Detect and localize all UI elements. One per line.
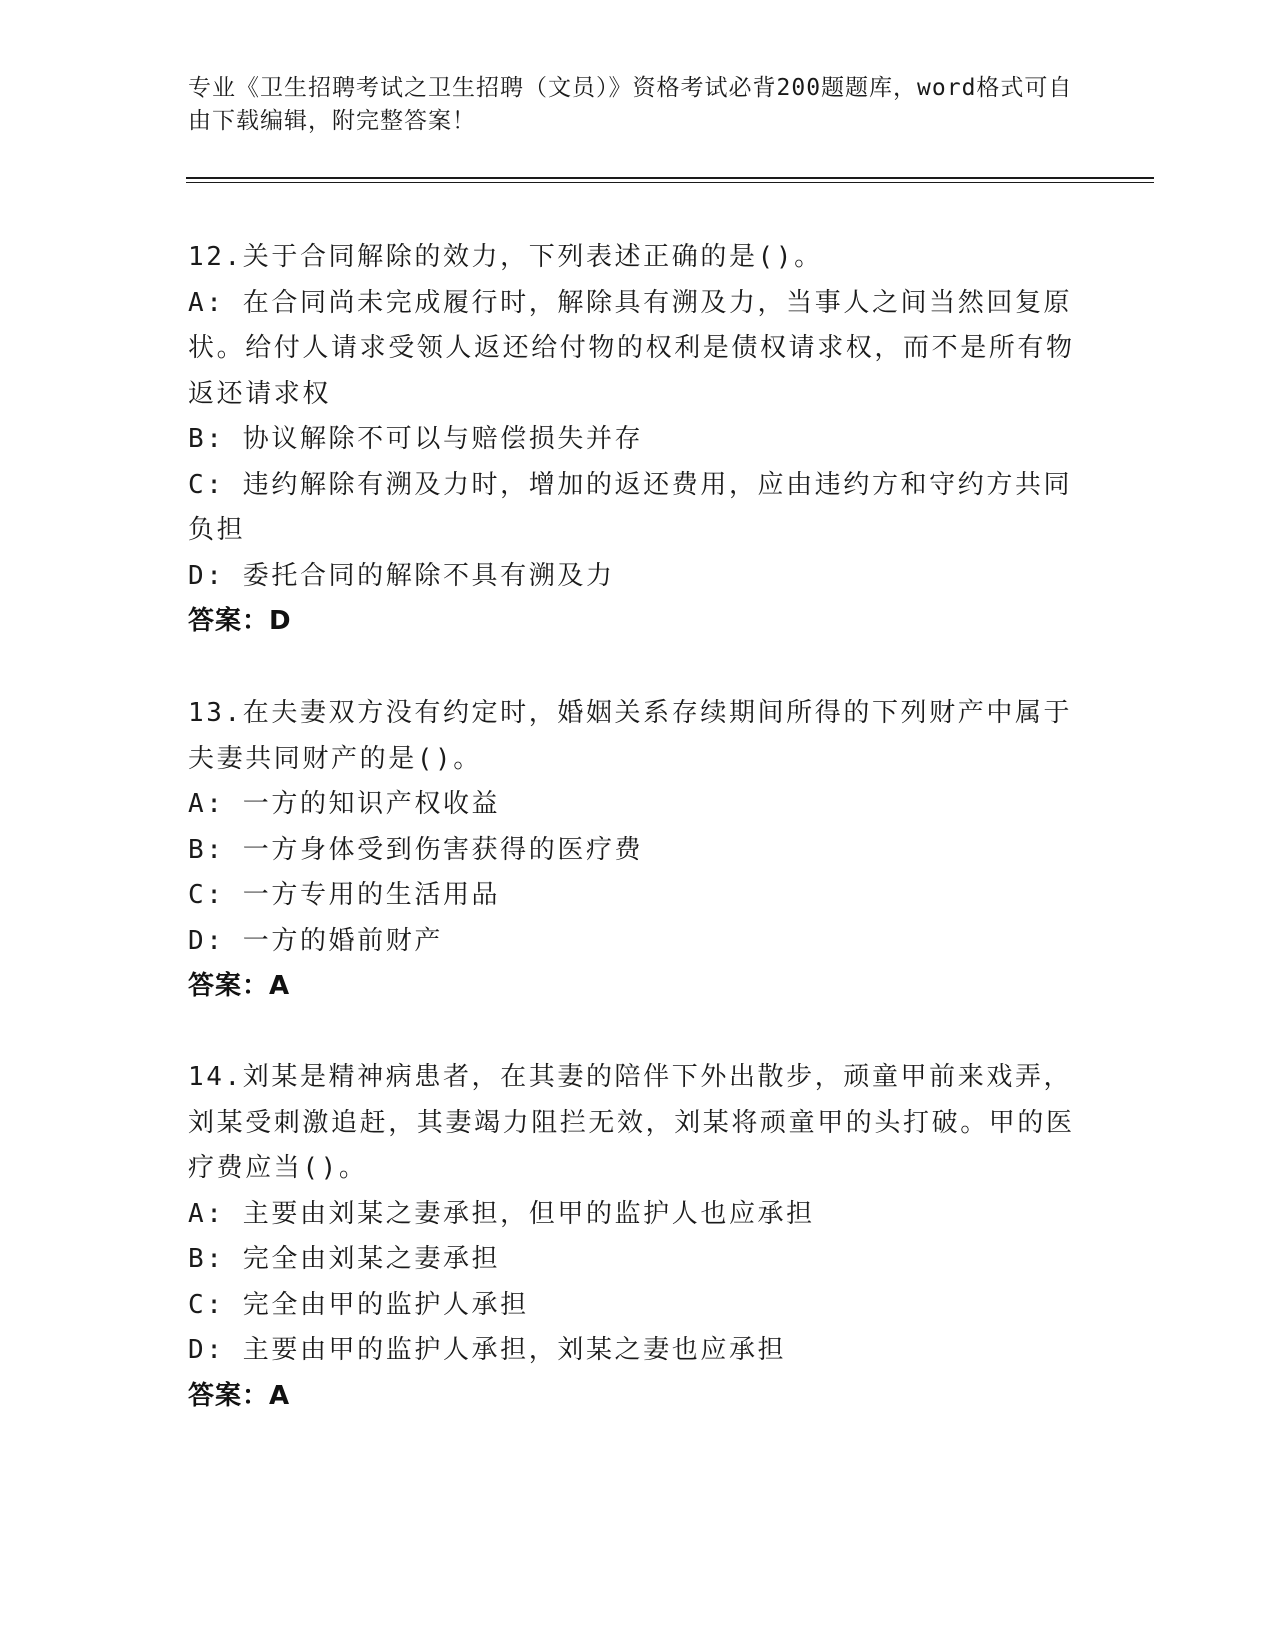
option-b: B: 一方身体受到伤害获得的医疗费 — [188, 834, 644, 865]
question-12 — [188, 235, 1088, 645]
answer-label: 答案：A — [188, 1380, 291, 1411]
question-13 — [188, 691, 1088, 1010]
option-b: B: 完全由刘某之妻承担 — [188, 1244, 501, 1274]
option-a: A: 在合同尚未完成履行时，解除具有溯及力，当事人之间当然回复原状。给付人请求受领人返还给付物的权利是债权请求权，而不是所有物返还请求权 — [188, 287, 1075, 409]
header-divider-thin — [186, 182, 1154, 183]
option-a: A: 主要由刘某之妻承担，但甲的监护人也应承担 — [188, 1198, 815, 1229]
option-d: D: 委托合同的解除不具有溯及力 — [188, 560, 615, 591]
question-stem: 14.刘某是精神病患者，在其妻的陪伴下外出散步，顽童甲前来戏弄，刘某受刺激追赶，其妻竭力阻拦无效，刘某将顽童甲的头打破。甲的医疗费应当()。 — [188, 1062, 1075, 1183]
question-stem: 13.在夫妻双方没有约定时，婚姻关系存续期间所得的下列财产中属于夫妻共同财产的是()。 — [188, 698, 1073, 774]
option-c: C: 违约解除有溯及力时，增加的返还费用，应由违约方和守约方共同负担 — [188, 469, 1073, 545]
answer-label: 答案：A — [188, 971, 291, 1001]
answer-label: 答案：D — [188, 606, 292, 636]
option-c: C: 完全由甲的监护人承担 — [188, 1289, 529, 1320]
header-divider-thick — [186, 177, 1154, 179]
option-d: D: 一方的婚前财产 — [188, 925, 443, 956]
document-header: 专业《卫生招聘考试之卫生招聘（文员）》资格考试必背200题题库，word格式可自由下载编辑，附完整答案！ — [188, 75, 1073, 134]
option-b: B: 协议解除不可以与赔偿损失并存 — [188, 424, 644, 454]
question-14 — [188, 1055, 1088, 1419]
question-stem: 12.关于合同解除的效力，下列表述正确的是()。 — [188, 242, 823, 272]
option-a: A: 一方的知识产权收益 — [188, 789, 501, 819]
option-c: C: 一方专用的生活用品 — [188, 880, 501, 910]
option-d: D: 主要由甲的监护人承担，刘某之妻也应承担 — [188, 1335, 787, 1365]
